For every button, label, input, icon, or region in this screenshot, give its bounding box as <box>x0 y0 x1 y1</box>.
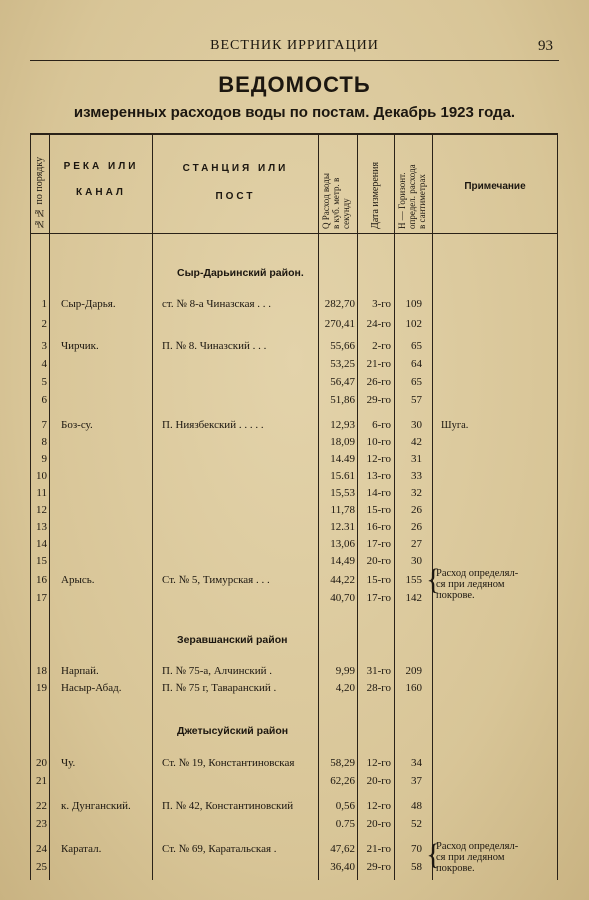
level-cell: 37 <box>411 775 422 787</box>
header-date: Дата измерения <box>370 161 381 229</box>
row-number: 3 <box>41 340 47 352</box>
section-heading: Зеравшанский район <box>177 634 288 646</box>
row-number: 12 <box>36 504 47 516</box>
station-cell: П. № 75 г, Таваранский . <box>162 682 277 694</box>
date-cell: 16-го <box>366 521 391 533</box>
row-number: 1 <box>41 298 47 310</box>
river-cell: Насыр-Абад. <box>61 682 122 694</box>
level-cell: 26 <box>411 504 422 516</box>
header-river: РЕКА ИЛИ <box>63 161 139 172</box>
note-shuga: Шуга. <box>441 420 469 431</box>
date-cell: 12-го <box>366 453 391 465</box>
row-number: 15 <box>36 555 47 567</box>
row-number: 20 <box>36 757 47 769</box>
discharge-cell: 15,53 <box>330 487 355 499</box>
row-number: 22 <box>36 800 47 812</box>
level-cell: 142 <box>405 592 422 604</box>
row-number: 16 <box>36 574 47 586</box>
date-cell: 12-го <box>366 800 391 812</box>
col-divider <box>357 135 358 880</box>
station-cell: П. Ниязбекский . . . . . <box>162 419 264 431</box>
date-cell: 6-го <box>372 419 391 431</box>
row-number: 17 <box>36 592 47 604</box>
header-q: Q Расход воды в куб. метр. в секунду <box>321 173 351 229</box>
date-cell: 20-го <box>366 818 391 830</box>
discharge-cell: 47,62 <box>330 843 355 855</box>
document-subtitle: измеренных расходов воды по постам. Декабрь 1923 года. <box>73 104 516 121</box>
section-heading: Сыр-Дарьинский район. <box>177 267 304 279</box>
measurements-table <box>30 133 558 880</box>
discharge-cell: 56,47 <box>330 376 355 388</box>
date-cell: 29-го <box>366 861 391 873</box>
row-number: 6 <box>41 394 47 406</box>
col-divider <box>152 135 153 880</box>
river-cell: Арысь. <box>61 574 95 586</box>
river-cell: Боз-су. <box>61 419 93 431</box>
discharge-cell: 12,93 <box>330 419 355 431</box>
row-number: 2 <box>41 318 47 330</box>
note-brace: { <box>426 563 441 596</box>
river-cell: Сыр-Дарья. <box>61 298 116 310</box>
discharge-cell: 13,06 <box>330 538 355 550</box>
river-cell: Чу. <box>61 757 76 769</box>
running-header <box>30 38 559 61</box>
header-note: Примечание <box>464 181 526 192</box>
discharge-cell: 40,70 <box>330 592 355 604</box>
header-station-2: ПОСТ <box>215 191 256 202</box>
discharge-cell: 18,09 <box>330 436 355 448</box>
discharge-cell: 282,70 <box>324 298 355 310</box>
level-cell: 32 <box>411 487 422 499</box>
discharge-cell: 12.31 <box>330 521 355 533</box>
date-cell: 14-го <box>366 487 391 499</box>
station-cell: Ст. № 69, Каратальская . <box>162 843 277 855</box>
date-cell: 24-го <box>366 318 391 330</box>
river-cell: к. Дунганский. <box>61 800 131 812</box>
river-cell: Каратал. <box>61 843 102 855</box>
date-cell: 12-го <box>366 757 391 769</box>
row-number: 19 <box>36 682 47 694</box>
row-number: 11 <box>36 487 47 499</box>
level-cell: 160 <box>405 682 422 694</box>
level-cell: 27 <box>411 538 422 550</box>
row-number: 5 <box>41 376 47 388</box>
level-cell: 109 <box>405 298 422 310</box>
date-cell: 15-го <box>366 504 391 516</box>
discharge-cell: 53,25 <box>330 358 355 370</box>
date-cell: 26-го <box>366 376 391 388</box>
date-cell: 29-го <box>366 394 391 406</box>
river-cell: Чирчик. <box>61 340 99 352</box>
discharge-cell: 270,41 <box>324 318 355 330</box>
level-cell: 102 <box>405 318 422 330</box>
discharge-cell: 44,22 <box>330 574 355 586</box>
station-cell: П. № 42, Константиновский <box>162 800 294 812</box>
date-cell: 10-го <box>366 436 391 448</box>
level-cell: 30 <box>411 555 422 567</box>
discharge-cell: 55,66 <box>330 340 355 352</box>
level-cell: 52 <box>411 818 422 830</box>
level-cell: 155 <box>405 574 422 586</box>
level-cell: 30 <box>411 419 422 431</box>
date-cell: 21-го <box>366 843 391 855</box>
date-cell: 17-го <box>366 538 391 550</box>
level-cell: 33 <box>411 470 422 482</box>
level-cell: 48 <box>411 800 422 812</box>
header-no: №№ по порядку <box>34 156 45 229</box>
discharge-cell: 0.75 <box>335 818 355 830</box>
note-ice: Расход определял- ся при ледяном покрове. <box>436 568 519 601</box>
note-ice: Расход определял- ся при ледяном покрове. <box>436 841 519 874</box>
discharge-cell: 14.49 <box>330 453 355 465</box>
level-cell: 64 <box>411 358 422 370</box>
level-cell: 70 <box>411 843 422 855</box>
discharge-cell: 14,49 <box>330 555 355 567</box>
row-number: 21 <box>36 775 47 787</box>
row-number: 14 <box>36 538 47 550</box>
discharge-cell: 4,20 <box>335 682 355 694</box>
level-cell: 57 <box>411 394 422 406</box>
level-cell: 209 <box>405 665 422 677</box>
page-number: 93 <box>538 38 553 54</box>
level-cell: 58 <box>411 861 422 873</box>
row-number: 8 <box>41 436 47 448</box>
discharge-cell: 58,29 <box>330 757 355 769</box>
discharge-cell: 9,99 <box>335 665 355 677</box>
journal-title: ВЕСТНИК ИРРИГАЦИИ <box>210 38 379 53</box>
discharge-cell: 51,86 <box>330 394 355 406</box>
date-cell: 20-го <box>366 555 391 567</box>
discharge-cell: 11,78 <box>330 504 355 516</box>
station-cell: Ст. № 5, Тимурская . . . <box>162 574 270 586</box>
discharge-cell: 36,40 <box>330 861 355 873</box>
row-number: 23 <box>36 818 47 830</box>
level-cell: 42 <box>411 436 422 448</box>
station-cell: П. № 8. Чиназский . . . <box>162 340 267 352</box>
level-cell: 65 <box>411 340 422 352</box>
header-h: H — Горизонт. определ. расхода в сантиметрах <box>397 164 427 229</box>
date-cell: 15-го <box>366 574 391 586</box>
discharge-cell: 62,26 <box>330 775 355 787</box>
row-number: 7 <box>41 419 47 431</box>
row-number: 10 <box>36 470 47 482</box>
col-divider <box>432 135 433 880</box>
header-station: СТАНЦИЯ ИЛИ <box>182 163 289 174</box>
date-cell: 28-го <box>366 682 391 694</box>
row-number: 4 <box>41 358 47 370</box>
row-number: 13 <box>36 521 47 533</box>
level-cell: 34 <box>411 757 422 769</box>
row-number: 9 <box>41 453 47 465</box>
date-cell: 13-го <box>366 470 391 482</box>
level-cell: 26 <box>411 521 422 533</box>
station-cell: П. № 75-а, Алчинский . <box>162 665 272 677</box>
note-brace: { <box>426 838 441 871</box>
level-cell: 65 <box>411 376 422 388</box>
river-cell: Нарпай. <box>61 665 99 677</box>
station-cell: Ст. № 19, Константиновская <box>162 757 295 769</box>
date-cell: 17-го <box>366 592 391 604</box>
date-cell: 3-го <box>372 298 391 310</box>
section-heading: Джетысуйский район <box>177 725 289 737</box>
row-number: 18 <box>36 665 47 677</box>
header-river-2: КАНАЛ <box>76 187 126 198</box>
document-title: ВЕДОМОСТЬ <box>218 72 371 97</box>
station-cell: ст. № 8-а Чиназская . . . <box>162 298 272 310</box>
date-cell: 21-го <box>366 358 391 370</box>
discharge-cell: 0,56 <box>335 800 355 812</box>
date-cell: 2-го <box>372 340 391 352</box>
header-rule <box>31 233 557 234</box>
col-divider <box>49 135 50 880</box>
date-cell: 31-го <box>366 665 391 677</box>
row-number: 24 <box>36 843 47 855</box>
row-number: 25 <box>36 861 47 873</box>
date-cell: 20-го <box>366 775 391 787</box>
discharge-cell: 15.61 <box>330 470 355 482</box>
level-cell: 31 <box>411 453 422 465</box>
